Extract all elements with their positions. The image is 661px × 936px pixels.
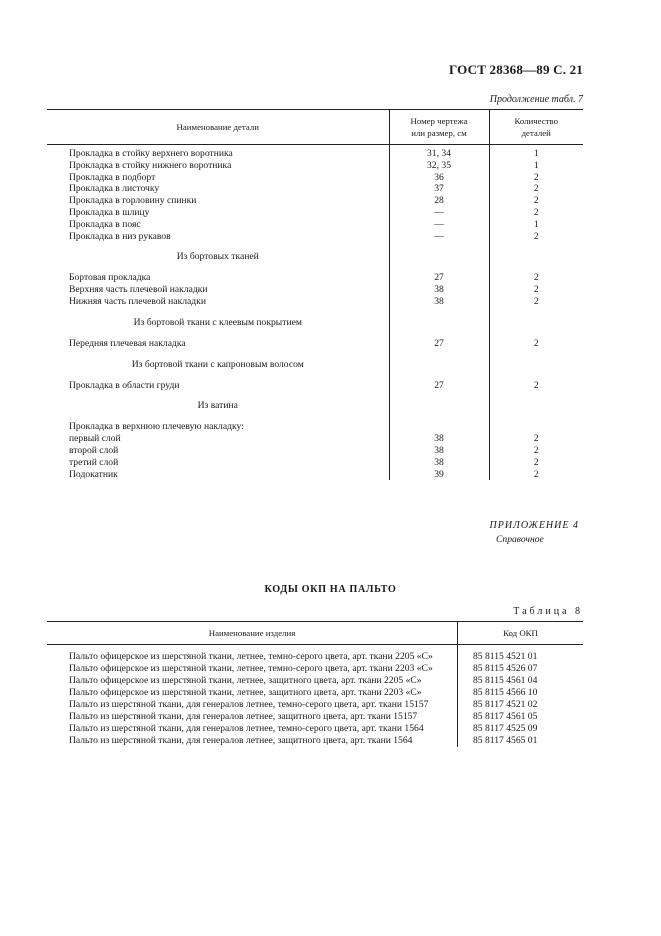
okp-code: 85 8115 4566 10 (458, 687, 584, 699)
table-row: второй слой 38 2 (69, 444, 539, 456)
table-row: Прокладка в области груди 27 2 (69, 379, 539, 391)
table-row: Прокладка в подборт 36 2 (69, 171, 539, 183)
table-row (47, 711, 583, 723)
appendix-sublabel: Справочное (496, 534, 544, 545)
okp-code: 85 8117 4565 01 (458, 735, 584, 747)
table-row (47, 675, 583, 687)
section-heading: Из бортовой ткани с капроновым волосом (131, 358, 304, 370)
okp-code: 85 8117 4521 02 (458, 699, 584, 711)
table-row: Подокатник 39 2 (69, 468, 539, 480)
table-row: Прокладка в верхнюю плечевую накладку: (47, 421, 583, 433)
table-row: Прокладка в низ рукавов — 2 (69, 230, 539, 242)
table-row: Прокладка в листочку 37 2 (69, 183, 539, 195)
okp-code: 85 8117 4525 09 (458, 723, 584, 735)
table-row (47, 735, 583, 747)
product-name: Пальто офицерское из шерстяной ткани, летнее, темно-серого цвета, арт. ткани 2203 «С» (69, 663, 433, 674)
table-row (47, 687, 583, 699)
table-continuation-label: Продолжение табл. 7 (489, 94, 583, 105)
table-row: третий слой 38 2 (69, 456, 539, 468)
column-header-product: Наименование изделия (47, 622, 458, 645)
parts-table (47, 109, 583, 480)
section-heading: Из ватина (197, 400, 238, 412)
product-name: Пальто офицерское из шерстяной ткани, летнее, темно-серого цвета, арт. ткани 2205 «С» (69, 651, 433, 662)
appendix-label: ПРИЛОЖЕНИЕ 4 (489, 520, 579, 531)
table-row: первый слой 38 2 (69, 433, 539, 445)
section-heading-row (47, 350, 583, 380)
table-row: Бортовая прокладка 27 2 (69, 272, 539, 284)
okp-code: 85 8115 4526 07 (458, 663, 584, 675)
product-name: Пальто из шерстяной ткани, для генералов летнее, темно-серого цвета, арт. ткани 1564 (69, 723, 424, 734)
section-heading: Из бортовой ткани с клеевым покрытием (133, 316, 302, 328)
column-header-qty: Количество деталей (489, 110, 583, 145)
okp-code: 85 8115 4561 04 (458, 675, 584, 687)
table-row: Прокладка в пояс — 1 (69, 218, 539, 230)
table-row: Нижняя часть плечевой накладки 38 2 (69, 295, 539, 307)
column-header-code: Код ОКП (458, 622, 584, 645)
product-name: Пальто из шерстяной ткани, для генералов летнее, защитного цвета, арт. ткани 1564 (69, 735, 413, 746)
table-header-row (47, 110, 583, 145)
codes-table (47, 621, 583, 747)
table-row (47, 663, 583, 675)
product-name: Пальто из шерстяной ткани, для генералов летнее, темно-серого цвета, арт. ткани 15157 (69, 699, 429, 710)
table-label: Таблица 8 (513, 606, 583, 617)
table-row: Передняя плечевая накладка 27 2 (69, 337, 539, 349)
section-heading: Из бортовых тканей (176, 251, 259, 263)
section-heading-row (47, 391, 583, 421)
product-name: Пальто офицерское из шерстяной ткани, летнее, защитного цвета, арт. ткани 2205 «С» (69, 675, 422, 686)
table-row: Верхняя часть плечевой накладки 38 2 (69, 284, 539, 296)
table-row (47, 699, 583, 711)
column-header-drawing: Номер чертежа или размер, см (389, 110, 489, 145)
okp-code: 85 8115 4521 01 (458, 645, 584, 664)
product-name: Пальто из шерстяной ткани, для генералов летнее, защитного цвета, арт. ткани 15157 (69, 711, 418, 722)
table-header-row (47, 622, 583, 645)
table-row (47, 645, 583, 664)
page-header: ГОСТ 28368—89 С. 21 (449, 62, 583, 77)
section-heading-row (47, 242, 583, 272)
section-heading-row (47, 308, 583, 338)
okp-code: 85 8117 4561 05 (458, 711, 584, 723)
table-row: Прокладка в шлицу — 2 (69, 206, 539, 218)
table-row (47, 723, 583, 735)
table-row: Прокладка в стойку верхнего воротника 31, 34 1 (47, 145, 583, 160)
product-name: Пальто офицерское из шерстяной ткани, летнее, защитного цвета, арт. ткани 2203 «С» (69, 687, 422, 698)
column-header-name: Наименование детали (47, 110, 389, 145)
table-row: Прокладка в горловину спинки 28 2 (69, 195, 539, 207)
table-row: Прокладка в стойку нижнего воротника 32, 35 1 (69, 159, 539, 171)
codes-title: КОДЫ ОКП НА ПАЛЬТО (264, 584, 397, 595)
